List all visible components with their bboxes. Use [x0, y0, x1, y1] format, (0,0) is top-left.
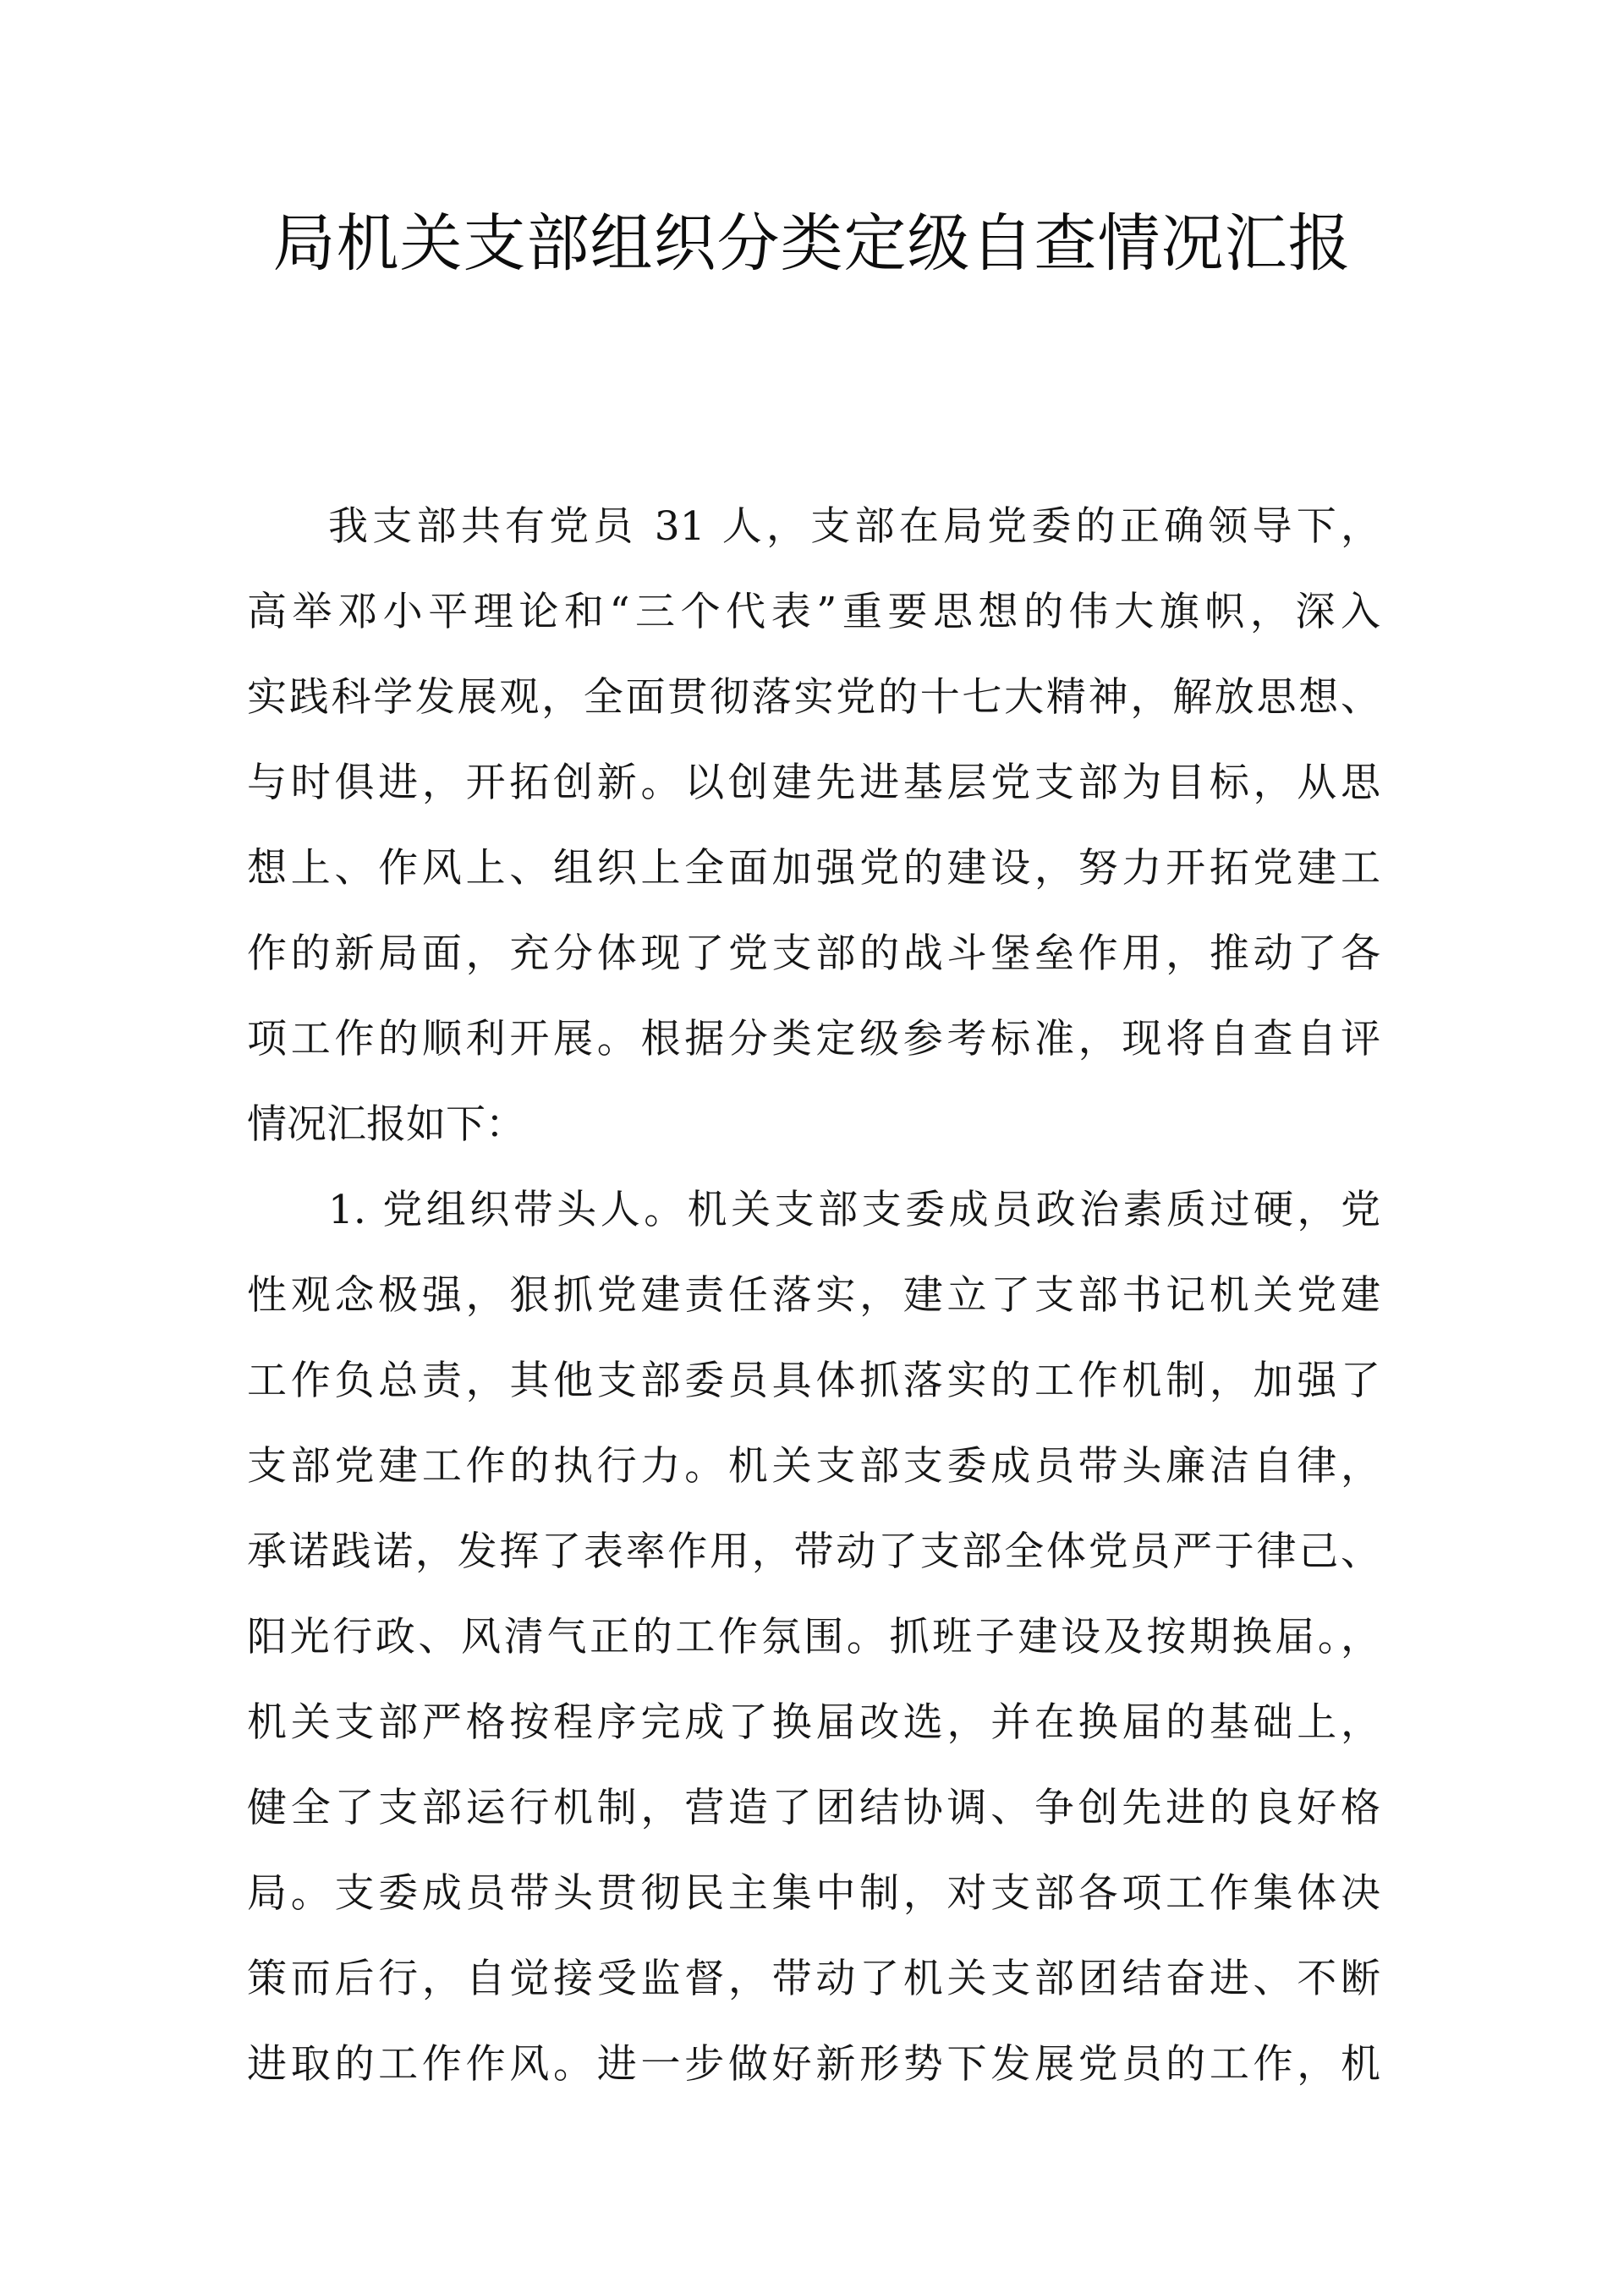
paragraph-line: 作的新局面，充分体现了党支部的战斗堡垒作用，推动了各 — [247, 930, 1380, 977]
paragraph-line: 承诺践诺，发挥了表率作用，带动了支部全体党员严于律己、 — [247, 1528, 1380, 1575]
paragraph-line: 与时俱进，开拓创新。以创建先进基层党支部为目标，从思 — [247, 760, 1380, 806]
paragraph-line: 性观念极强，狠抓党建责任落实，建立了支部书记机关党建 — [247, 1272, 1380, 1319]
paragraph-line: 高举邓小平理论和“三个代表”重要思想的伟大旗帜，深入 — [247, 589, 1380, 635]
document-title: 局机关支部组织分类定级自查情况汇报 — [272, 207, 1352, 280]
paragraph-line: 阳光行政、风清气正的工作氛围。抓班子建设及按期换届。， — [247, 1614, 1380, 1660]
paragraph-line: 实践科学发展观，全面贯彻落实党的十七大精神，解放思想、 — [247, 674, 1380, 721]
paragraph-line: 想上、作风上、组织上全面加强党的建设，努力开拓党建工 — [247, 845, 1380, 892]
paragraph-line: 我支部共有党员 31 人，支部在局党委的正确领导下， — [328, 503, 1380, 550]
paragraph-line: 支部党建工作的执行力。机关支部支委成员带头廉洁自律， — [247, 1443, 1380, 1490]
paragraph-line: 进取的工作作风。进一步做好新形势下发展党员的工作，机 — [247, 2041, 1380, 2088]
paragraph-line: 策而后行，自觉接受监督，带动了机关支部团结奋进、不断 — [247, 1956, 1380, 2002]
paragraph-line: 1. 党组织带头人。机关支部支委成员政治素质过硬，党 — [328, 1187, 1381, 1233]
paragraph-line: 局。支委成员带头贯彻民主集中制，对支部各项工作集体决 — [247, 1870, 1380, 1917]
paragraph-line: 健全了支部运行机制，营造了团结协调、争创先进的良好格 — [247, 1785, 1380, 1831]
paragraph-line: 项工作的顺利开展。根据分类定级参考标准，现将自查自评 — [247, 1016, 1380, 1062]
paragraph-line: 情况汇报如下： — [247, 1101, 525, 1148]
document-body — [247, 484, 1380, 2107]
paragraph-line: 工作负总责，其他支部委员具体抓落实的工作机制，加强了 — [247, 1358, 1380, 1404]
paragraph-line: 机关支部严格按程序完成了换届改选，并在换届的基础上， — [247, 1699, 1380, 1746]
